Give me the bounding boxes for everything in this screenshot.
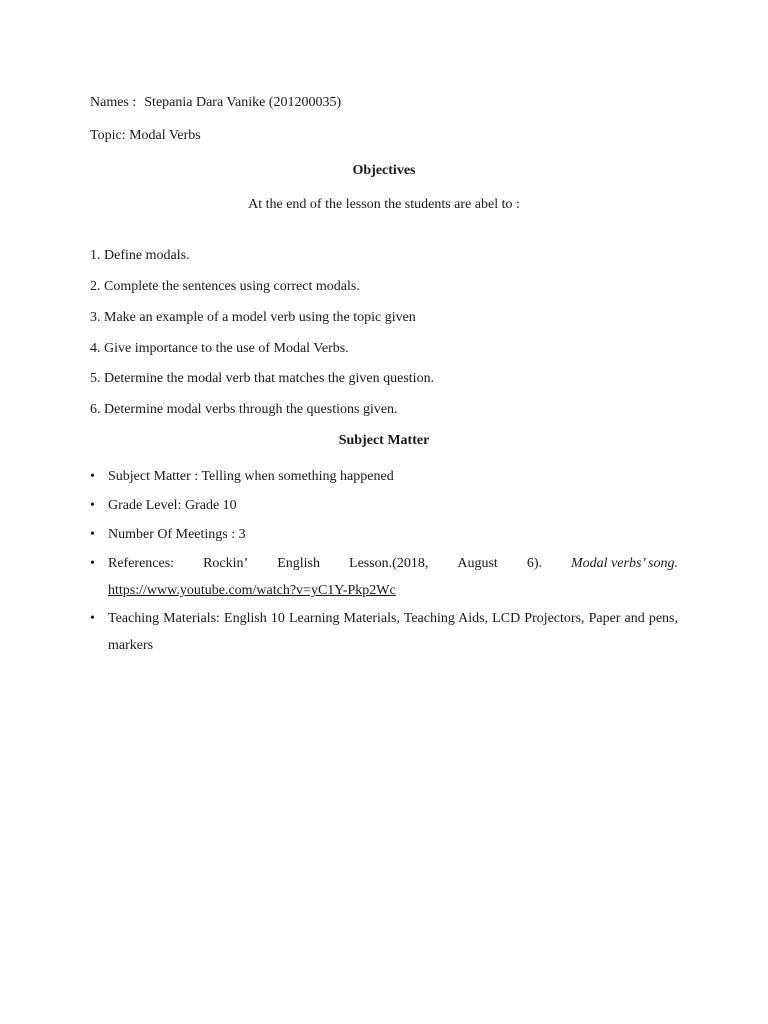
names-line: [90, 94, 341, 112]
subject-item: Subject Matter : Telling when something happened: [108, 469, 394, 484]
objective-item: 5. Determine the modal verb that matches the given question.: [90, 371, 435, 386]
materials-item: Teaching Materials: English 10 Learning Materials, Teaching Aids, LCD Projectors, Paper and pens, markers: [108, 611, 678, 653]
names-label: Names :: [90, 95, 137, 110]
reference-word: August: [457, 556, 498, 571]
reference-link[interactable]: https://www.youtube.com/watch?v=yC1Y-Pkp2Wc: [108, 583, 396, 598]
reference-word: Rockin’: [203, 556, 249, 571]
objective-item: 6. Determine modal verbs through the questions given.: [90, 402, 398, 417]
reference-word: References:: [108, 556, 175, 571]
grade-item: Grade Level: Grade 10: [108, 498, 237, 513]
objective-item: 1. Define modals.: [90, 248, 190, 263]
reference-word: English: [277, 556, 320, 571]
objective-item: 3. Make an example of a model verb using the topic given: [90, 310, 416, 325]
reference-word: 6).: [526, 556, 542, 571]
references-row: [108, 550, 678, 577]
reference-title: Modal verbs’ song.: [571, 556, 678, 571]
bullet-icon: •: [90, 469, 95, 484]
objectives-intro: At the end of the lesson the students are abel to :: [248, 197, 520, 212]
objectives-heading: Objectives: [352, 163, 416, 178]
bullet-icon: •: [90, 611, 95, 626]
references-item: [108, 550, 678, 604]
objective-item: 2. Complete the sentences using correct modals.: [90, 279, 360, 294]
meetings-item: Number Of Meetings : 3: [108, 527, 246, 542]
subject-matter-heading: Subject Matter: [338, 433, 430, 448]
names-value: Stepania Dara Vanike (201200035): [144, 95, 342, 110]
objective-item: 4. Give importance to the use of Modal Verbs.: [90, 341, 349, 356]
topic-line: Topic: Modal Verbs: [90, 128, 201, 143]
bullet-icon: •: [90, 556, 95, 571]
bullet-icon: •: [90, 498, 95, 513]
bullet-icon: •: [90, 527, 95, 542]
reference-word: Lesson.(2018,: [349, 556, 429, 571]
